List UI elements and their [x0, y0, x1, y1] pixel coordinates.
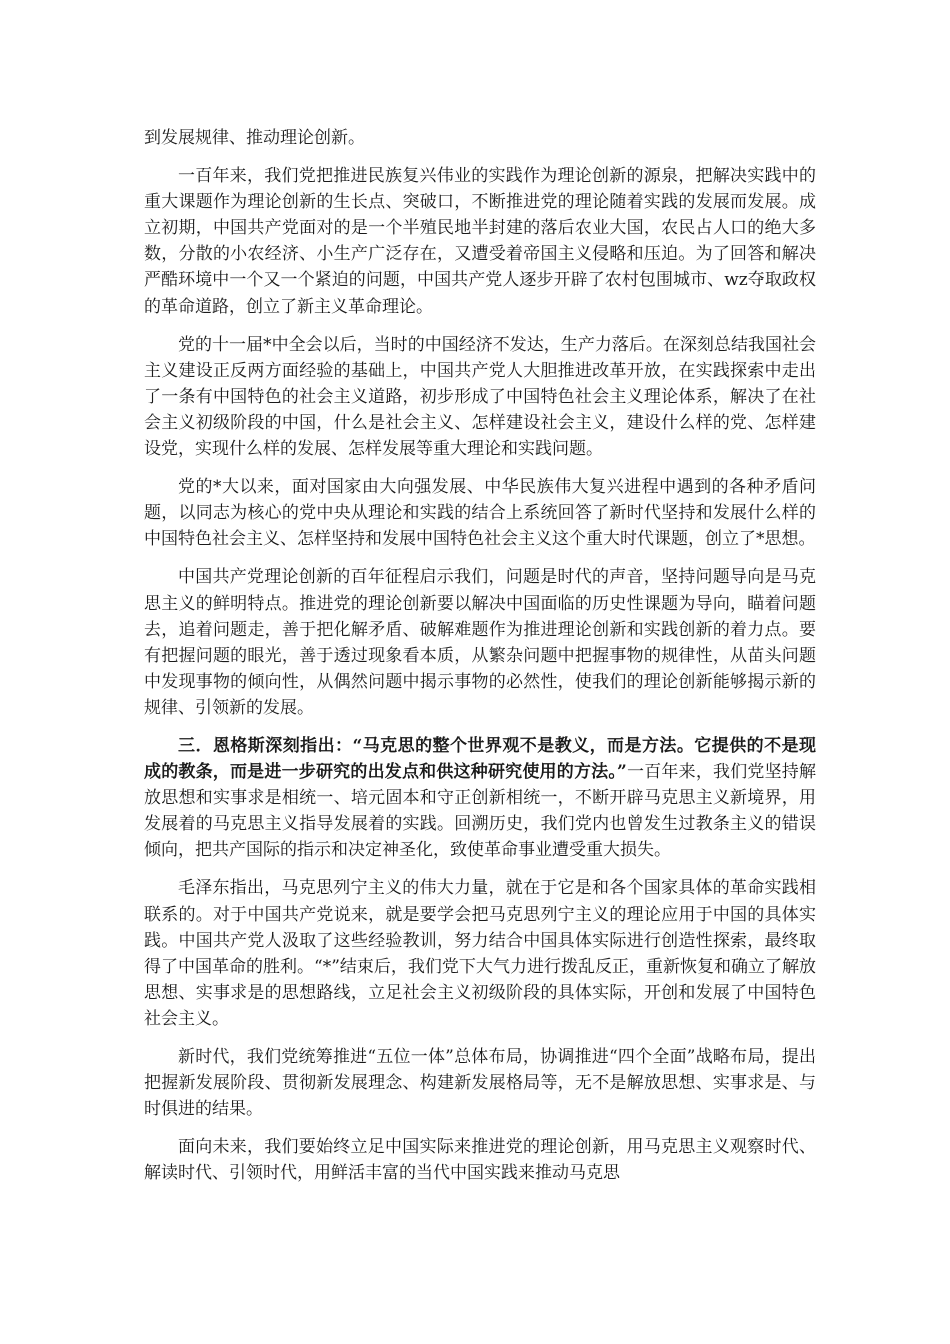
paragraph-5: 中国共产党理论创新的百年征程启示我们，问题是时代的声音，坚持问题导向是马克思主义的鲜明特点。推进党的理论创新要以解决中国面临的历史性课题为导向，瞄着问题去，追着问题走，善于把化解矛盾、破解难题作为推进理论创新和实践创新的着力点。要有把握问题的眼光，善于透过现象看本质，从繁杂问题中把握事物的规律性，从苗头问题中发现事物的倾向性，从偶然问题中揭示事物的必然性，使我们的理论创新能够揭示新的规律、引领新的发展。	[144, 567, 816, 718]
paragraph-6-body: 一百年来，我们党坚持解放思想和实事求是相统一、培元固本和守正创新相统一，不断开辟马克思主义新境界，用发展着的马克思主义指导发展着的实践。回溯历史，我们党内也曾发生过教条主义的错误倾向，把共产国际的指示和决定神圣化，致使革命事业遭受重大损失。	[144, 762, 817, 861]
paragraph-2: 一百年来，我们党把推进民族复兴伟业的实践作为理论创新的源泉，把解决实践中的重大课题作为理论创新的生长点、突破口，不断推进党的理论随着实践的发展而发展。成立初期，中国共产党面对的是一个半殖民地半封建的落后农业大国，农民占人口的绝大多数，分散的小农经济、小生产广泛存在，又遭受着帝国主义侵略和压迫。为了回答和解决严酷环境中一个又一个紧迫的问题，中国共产党人逐步开辟了农村包围城市、wz夺取政权的革命道路，创立了新主义革命理论。	[144, 166, 816, 317]
paragraph-1: 到发展规律、推动理论创新。	[144, 128, 365, 148]
paragraph-3: 党的十一届*中全会以后，当时的中国经济不发达，生产力落后。在深刻总结我国社会主义建设正反两方面经验的基础上，中国共产党人大胆推进改革开放，在实践探索中走出了一条有中国特色的社会主义道路，初步形成了中国特色社会主义理论体系，解决了在社会主义初级阶段的中国，什么是社会主义、怎样建设社会主义，建设什么样的党、怎样建设党，实现什么样的发展、怎样发展等重大理论和实践问题。	[144, 334, 816, 460]
paragraph-7: 毛泽东指出，马克思列宁主义的伟大力量，就在于它是和各个国家具体的革命实践相联系的。对于中国共产党说来，就是要学会把马克思列宁主义的理论应用于中国的具体实践。中国共产党人汲取了这些经验教训，努力结合中国具体实际进行创造性探索，最终取得了中国革命的胜利。“*”结束后，我们党下大气力进行拨乱反正，重新恢复和确立了解放思想、实事求是的思想路线，立足社会主义初级阶段的具体实际，开创和发展了中国特色社会主义。	[144, 878, 816, 1029]
paragraph-4: 党的*大以来，面对国家由大向强发展、中华民族伟大复兴进程中遇到的各种矛盾问题，以同志为核心的党中央从理论和实践的结合上系统回答了新时代坚持和发展什么样的中国特色社会主义、怎样坚持和发展中国特色社会主义这个重大时代课题，创立了*思想。	[144, 477, 816, 550]
paragraph-9: 面向未来，我们要始终立足中国实际来推进党的理论创新，用马克思主义观察时代、解读时代、引领时代，用鲜活丰富的当代中国实践来推动马克思	[144, 1137, 816, 1184]
document-page	[144, 125, 816, 1198]
section-three-heading: 三．恩格斯深刻指出：“马克思的整个世界观不是教义，而是方法。它提供的不是现成的教条，而是进一步研究的出发点和供这种研究使用的方法。”	[144, 735, 816, 783]
paragraph-8: 新时代，我们党统筹推进“五位一体”总体布局，协调推进“四个全面”战略布局，提出把握新发展阶段、贯彻新发展理念、构建新发展格局等，无不是解放思想、实事求是、与时俱进的结果。	[144, 1047, 816, 1120]
paragraph-6	[144, 733, 816, 863]
